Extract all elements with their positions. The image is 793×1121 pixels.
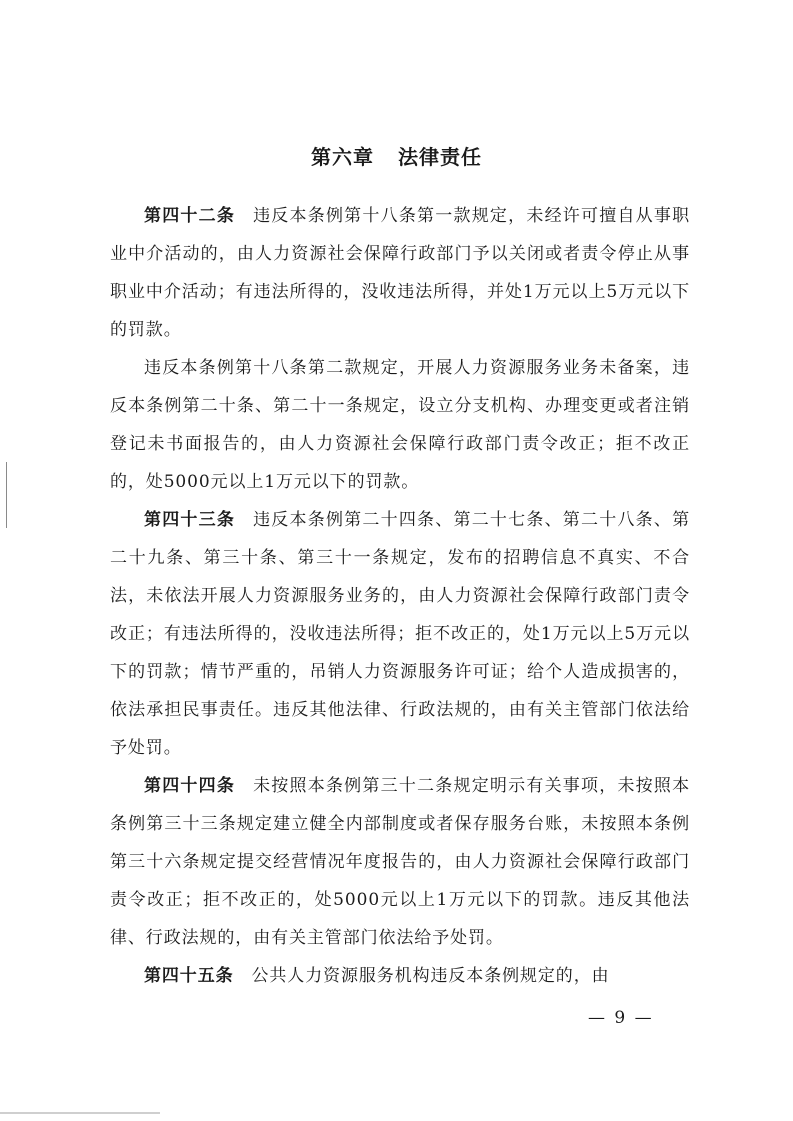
article-number: 第四十二条 xyxy=(144,206,236,226)
scan-edge-mark xyxy=(0,1112,160,1114)
page-number: — 9 — xyxy=(588,1008,654,1028)
paragraph-article-44 xyxy=(110,767,690,957)
article-number: 第四十四条 xyxy=(144,776,236,796)
paragraph-text: 未按照本条例第三十二条规定明示有关事项，未按照本条例第三十三条规定建立健全内部制度或者保存服务台账，未按照本条例第三十六条规定提交经营情况年度报告的，由人力资源社会保障行政部门责令改正；拒不改正的，处5000元以上1万元以下的罚款。违反其他法律、行政法规的，由有关主管部门依法给予处罚。 xyxy=(110,776,690,948)
paragraph-article-42 xyxy=(110,197,690,349)
binding-mark xyxy=(6,462,7,528)
paragraph-article-42-clause-2 xyxy=(110,349,690,501)
article-number: 第四十三条 xyxy=(144,510,236,530)
paragraph-text: 违反本条例第十八条第一款规定，未经许可擅自从事职业中介活动的，由人力资源社会保障行政部门予以关闭或者责令停止从事职业中介活动；有违法所得的，没收违法所得，并处1万元以上5万元以下的罚款。 xyxy=(110,206,690,340)
paragraph-text: 违反本条例第十八条第二款规定，开展人力资源服务业务未备案，违反本条例第二十条、第二十一条规定，设立分支机构、办理变更或者注销登记未书面报告的，由人力资源社会保障行政部门责令改正；拒不改正的，处5000元以上1万元以下的罚款。 xyxy=(110,358,690,492)
chapter-heading xyxy=(0,141,793,170)
paragraph-article-43 xyxy=(110,501,690,767)
paragraph-text: 违反本条例第二十四条、第二十七条、第二十八条、第二十九条、第三十条、第三十一条规定，发布的招聘信息不真实、不合法，未依法开展人力资源服务业务的，由人力资源社会保障行政部门责令改正；有违法所得的，没收违法所得；拒不改正的，处1万元以上5万元以下的罚款；情节严重的，吊销人力资源服务许可证；给个人造成损害的，依法承担民事责任。违反其他法律、行政法规的，由有关主管部门依法给予处罚。 xyxy=(110,510,690,758)
paragraph-text: 公共人力资源服务机构违反本条例规定的，由 xyxy=(251,966,610,986)
chapter-title: 法律责任 xyxy=(398,145,482,169)
paragraph-article-45 xyxy=(110,957,690,995)
document-body xyxy=(110,197,690,995)
article-number: 第四十五条 xyxy=(144,966,234,986)
chapter-number: 第六章 xyxy=(311,145,374,169)
